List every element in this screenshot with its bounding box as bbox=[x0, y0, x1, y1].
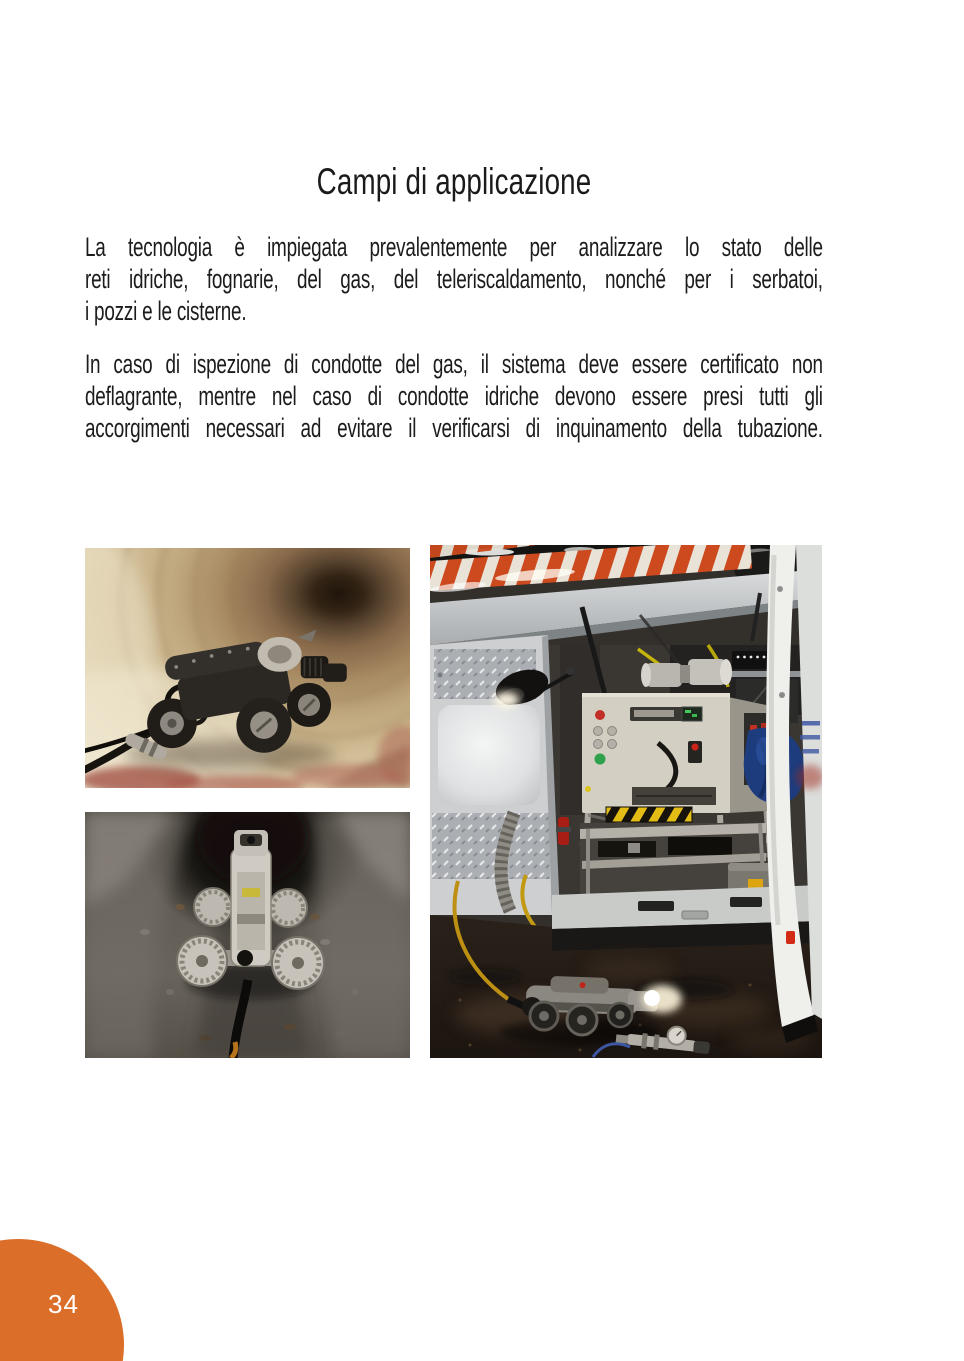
photo-robot-in-pipe bbox=[85, 548, 410, 788]
paragraph-2-line-1: In caso di ispezione di condotte del gas, il sistema deve essere certificato non bbox=[85, 349, 823, 379]
page-number: 34 bbox=[48, 1289, 79, 1319]
robot-in-pipe-illustration bbox=[85, 548, 410, 788]
paragraph-1-line-3: i pozzi e le cisterne. bbox=[85, 296, 247, 326]
paragraph-2-line-3: accorgimenti necessari ad evitare il verificarsi di inquinamento della tubazione. bbox=[85, 413, 823, 443]
paragraph-1-line-1: La tecnologia è impiegata prevalentemente per analizzare lo stato delle bbox=[85, 232, 823, 262]
page-title: Campi di applicazione bbox=[316, 161, 592, 202]
paragraph-1 bbox=[85, 231, 823, 327]
robot-in-tunnel-illustration bbox=[85, 812, 410, 1058]
van-interior-illustration bbox=[430, 545, 822, 1058]
paragraph-2-line-2: deflagrante, mentre nel caso di condotte idriche devono essere presi tutti gli bbox=[85, 381, 823, 411]
page-corner-decoration bbox=[0, 1239, 124, 1361]
paragraph-2 bbox=[85, 348, 823, 444]
paragraph-1-line-2: reti idriche, fognarie, del gas, del teleriscaldamento, nonché per i serbatoi, bbox=[85, 264, 823, 294]
photo-van-interior bbox=[430, 545, 822, 1058]
photo-robot-in-tunnel bbox=[85, 812, 410, 1058]
